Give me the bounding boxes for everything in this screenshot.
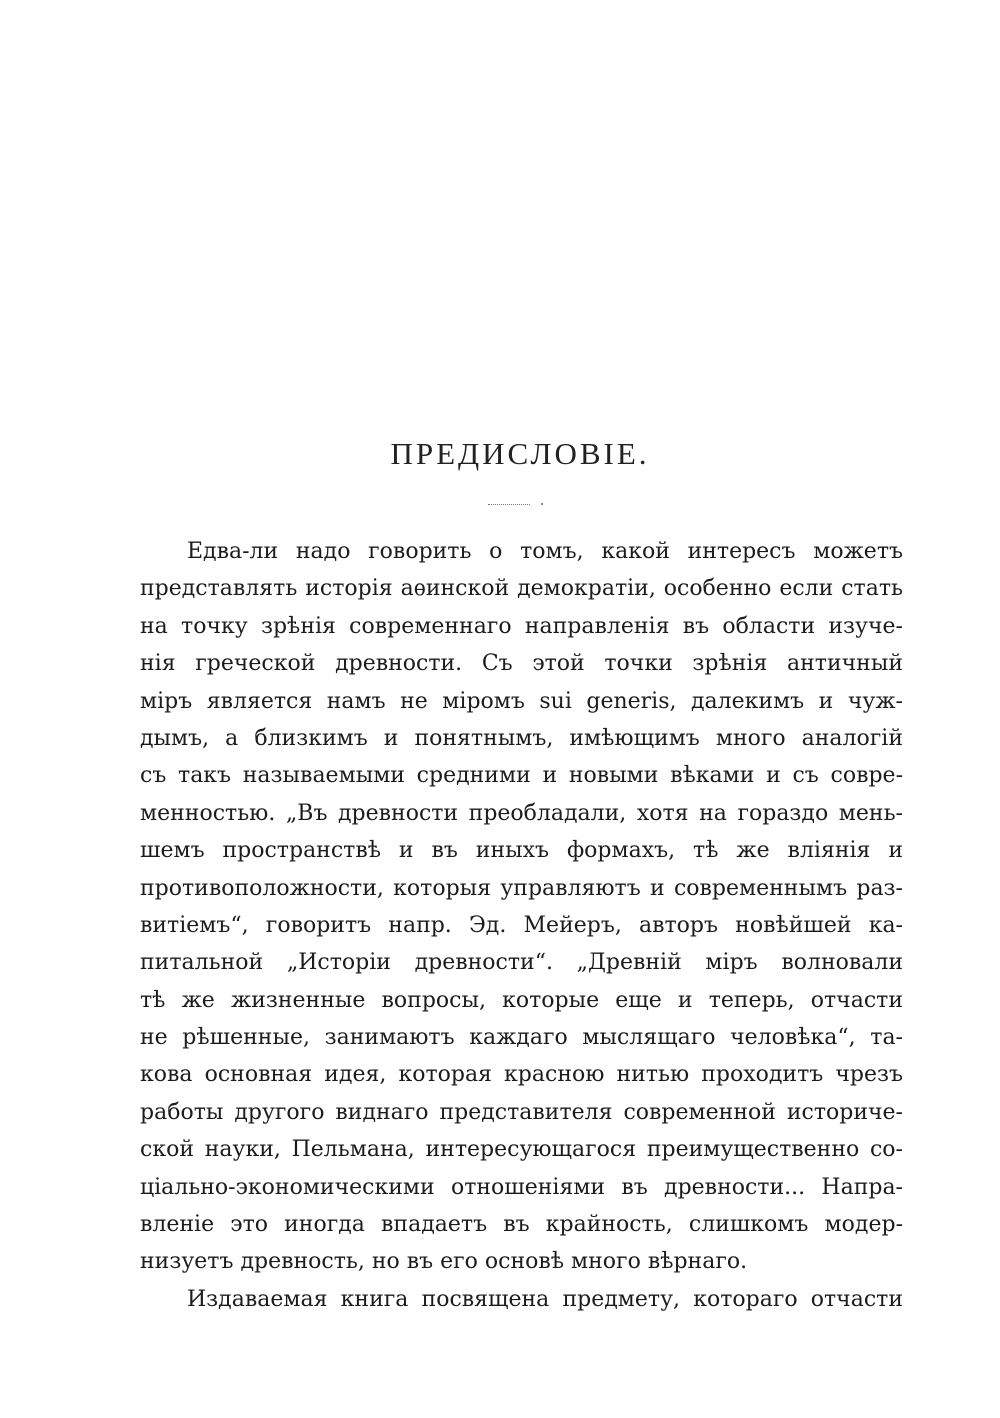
text-line: работы другого виднаго представителя современной историче- bbox=[140, 1099, 903, 1125]
text-line: Едва-ли надо говорить о томъ, какой интересъ можетъ bbox=[187, 539, 903, 564]
text-line: Издаваемая книга посвящена предмету, котораго отчасти bbox=[187, 1286, 903, 1312]
text-line: вленіе это иногда впадаетъ въ крайность, слишкомъ модер- bbox=[140, 1212, 903, 1238]
text-line: представлять исторія аѳинской демократіи, особенно если стать bbox=[140, 576, 903, 602]
text-line: съ такъ называемыми средними и новыми вѣками и съ совре- bbox=[140, 763, 903, 789]
page-title: ПРЕДИСЛОВІЕ. bbox=[390, 436, 650, 471]
text-line: на точку зрѣнія современнаго направленія въ области изуче- bbox=[140, 613, 903, 639]
text-line: тѣ же жизненные вопросы, которые еще и теперь, отчасти bbox=[140, 987, 903, 1013]
text-line: низуетъ древность, но въ его основѣ много вѣрнаго. bbox=[140, 1249, 748, 1275]
text-line: ціально-экономическими отношеніями въ древности... Напра- bbox=[140, 1174, 903, 1200]
text-line: кова основная идея, которая красною нитью проходитъ чрезъ bbox=[140, 1062, 903, 1088]
text-line: шемъ пространствѣ и въ иныхъ формахъ, тѣ же вліянія и bbox=[140, 838, 903, 864]
body-text bbox=[140, 533, 903, 1318]
text-line: противоположности, которыя управляютъ и современнымъ раз- bbox=[140, 875, 903, 901]
text-line: витіемъ“, говоритъ напр. Эд. Мейеръ, авторъ новѣйшей ка- bbox=[140, 912, 903, 938]
text-line: дымъ, а близкимъ и понятнымъ, имѣющимъ много аналогій bbox=[140, 725, 903, 751]
decorative-dot bbox=[541, 503, 543, 505]
text-line: ской науки, Пельмана, интересующагося преимущественно со- bbox=[140, 1137, 903, 1163]
text-line: питальной „Исторіи древности“. „Древній міръ волновали bbox=[140, 950, 903, 976]
text-line: менностью. „Въ древности преобладали, хотя на гораздо мень- bbox=[140, 800, 903, 826]
text-line: міръ является намъ не міромъ sui generis, далекимъ и чуж- bbox=[140, 688, 903, 714]
text-line: не рѣшенные, занимаютъ каждаго мыслящаго человѣка“, та- bbox=[140, 1025, 903, 1051]
decorative-rule bbox=[488, 504, 530, 505]
text-line: нія греческой древности. Съ этой точки зрѣнія античный bbox=[140, 651, 903, 677]
